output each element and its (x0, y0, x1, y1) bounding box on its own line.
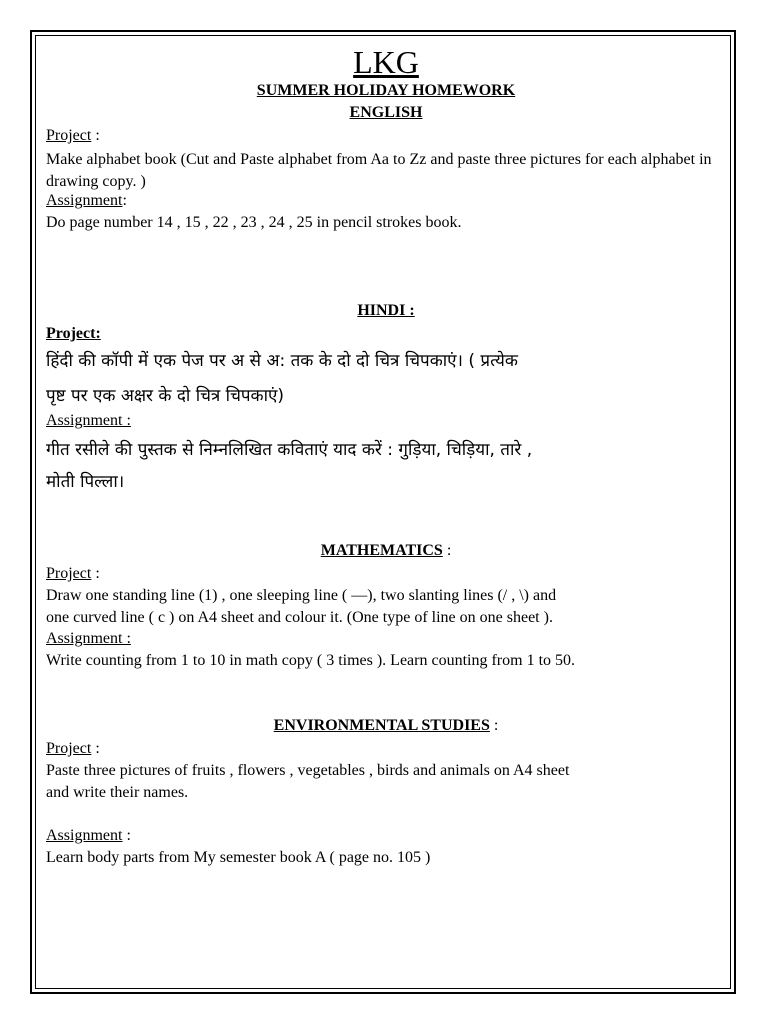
english-heading: ENGLISH (349, 104, 423, 121)
document-subtitle: SUMMER HOLIDAY HOMEWORK (256, 82, 516, 99)
math-assignment-text: Write counting from 1 to 10 in math copy ( 3 times ). Learn counting from 1 to 50. (46, 652, 576, 669)
math-project-line-2: one curved line ( c ) on A4 sheet and colour it. (One type of line on one sheet ). (46, 609, 553, 626)
hindi-project-line-1: हिंदी की कॉपी में एक पेज पर अ से अ: तक के दो दो चित्र चिपकाएं। ( प्रत्येक (46, 351, 518, 371)
hindi-assignment-line-1: गीत रसीले की पुस्तक से निम्नलिखित कविताएं याद करें : गुड़िया, चिड़िया, तारे , (46, 440, 533, 460)
evs-heading: ENVIRONMENTAL STUDIES : (273, 717, 499, 734)
math-project-label: Project : (46, 565, 100, 582)
english-assignment-text: Do page number 14 , 15 , 22 , 23 , 24 , 25 in pencil strokes book. (46, 214, 462, 231)
evs-project-line-1: Paste three pictures of fruits , flowers , vegetables , birds and animals on A4 sheet (46, 762, 570, 779)
english-assignment-label: Assignment: (46, 192, 127, 209)
hindi-assignment-label: Assignment : (46, 412, 131, 429)
mathematics-heading: MATHEMATICS : (320, 542, 452, 559)
hindi-project-line-2: पृष्ट पर एक अक्षर के दो चित्र चिपकाएं) (46, 386, 285, 406)
evs-project-line-2: and write their names. (46, 784, 189, 801)
english-project-label: Project : (46, 127, 100, 144)
evs-assignment-label: Assignment : (46, 827, 131, 844)
evs-project-label: Project : (46, 740, 100, 757)
english-project-text: Make alphabet book (Cut and Paste alphabet from Aa to Zz and paste three pictures for each alphabet in drawing copy. ) (46, 151, 712, 190)
hindi-heading: HINDI : (357, 302, 415, 319)
grade-title: LKG (353, 44, 419, 80)
evs-assignment-text: Learn body parts from My semester book A ( page no. 105 ) (46, 849, 431, 866)
math-assignment-label: Assignment : (46, 630, 131, 647)
hindi-assignment-line-2: मोती पिल्ला। (46, 472, 125, 492)
hindi-project-label: Project: (46, 325, 101, 342)
math-project-line-1: Draw one standing line (1) , one sleeping line ( —), two slanting lines (/ , \) and (46, 587, 557, 604)
